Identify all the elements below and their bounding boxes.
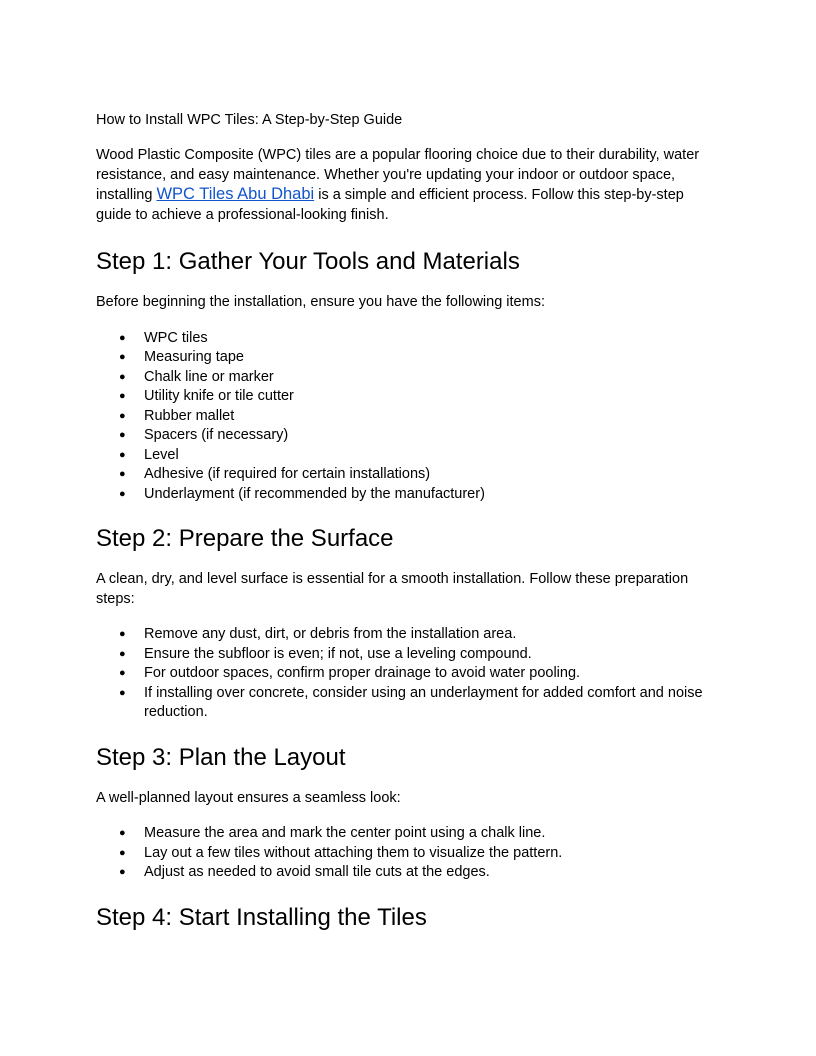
list-item	[119, 863, 720, 883]
bullet-icon: ●	[119, 409, 126, 422]
list-item-text: Spacers (if necessary)	[144, 427, 289, 443]
list-item-text: Lay out a few tiles without attaching them to visualize the pattern.	[144, 844, 563, 861]
bullet-icon: ●	[119, 370, 126, 383]
step-2-paragraph: A clean, dry, and level surface is essential for a smooth installation. Follow these preparation steps:	[96, 571, 689, 607]
list-item-text: If installing over concrete, consider using an underlayment for added comfort and noise reduction.	[144, 684, 703, 720]
intro-paragraph	[96, 146, 720, 225]
step-1-list	[96, 329, 720, 505]
document-title: How to Install WPC Tiles: A Step-by-Step Guide	[96, 112, 403, 128]
wpc-tiles-abu-dhabi-link[interactable]: WPC Tiles Abu Dhabi	[156, 185, 315, 203]
list-item-text: For outdoor spaces, confirm proper drainage to avoid water pooling.	[144, 665, 581, 681]
step-1-paragraph: Before beginning the installation, ensure you have the following items:	[96, 294, 545, 310]
bullet-icon: ●	[119, 667, 126, 679]
bullet-icon: ●	[119, 448, 126, 461]
intro-text-after-link: is a simple and efficient process. Follow this step-by-step guide to achieve a professional-looking finish.	[96, 187, 684, 223]
step-3-list	[96, 824, 720, 883]
intro-text-before-link: Wood Plastic Composite (WPC) tiles are a popular flooring choice due to their durability, water resistance, and easy maintenance. Whether you're updating your indoor or outdoor space, installing	[96, 147, 700, 203]
bullet-icon: ●	[119, 686, 126, 699]
list-item	[119, 645, 720, 665]
bullet-icon: ●	[119, 351, 126, 363]
step-3-heading: Step 3: Plan the Layout	[96, 743, 346, 771]
bullet-icon: ●	[119, 647, 126, 660]
list-item-text: Measure the area and mark the center point using a chalk line.	[144, 825, 546, 841]
list-item-text: Rubber mallet	[144, 407, 235, 424]
list-item	[119, 407, 720, 427]
list-item-text: Chalk line or marker	[144, 368, 274, 385]
bullet-icon: ●	[119, 429, 126, 441]
list-item	[119, 368, 720, 388]
list-item	[119, 426, 720, 446]
bullet-icon: ●	[119, 331, 126, 344]
bullet-icon: ●	[119, 846, 126, 859]
bullet-icon: ●	[119, 827, 126, 839]
list-item	[119, 844, 720, 864]
bullet-icon: ●	[119, 487, 126, 500]
bullet-icon: ●	[119, 866, 126, 878]
list-item	[119, 348, 720, 368]
list-item-text: Remove any dust, dirt, or debris from the installation area.	[144, 626, 517, 642]
list-item	[119, 329, 720, 349]
list-item-text: Measuring tape	[144, 349, 244, 365]
list-item-text: Utility knife or tile cutter	[144, 388, 294, 404]
list-item	[119, 387, 720, 407]
list-item-text: Adjust as needed to avoid small tile cuts at the edges.	[144, 864, 490, 880]
list-item	[119, 485, 720, 505]
step-2-heading: Step 2: Prepare the Surface	[96, 525, 394, 552]
list-item-text: Level	[144, 446, 179, 463]
bullet-icon: ●	[119, 390, 126, 402]
step-4-heading: Step 4: Start Installing the Tiles	[96, 903, 427, 931]
list-item	[119, 625, 720, 645]
list-item-text: Underlayment (if recommended by the manufacturer)	[144, 485, 485, 502]
list-item-text: Ensure the subfloor is even; if not, use a leveling compound.	[144, 645, 532, 662]
step-2-list	[96, 625, 720, 723]
list-item-text: Adhesive (if required for certain installations)	[144, 466, 431, 482]
list-item	[119, 446, 720, 466]
list-item	[119, 684, 720, 723]
list-item-text: WPC tiles	[144, 329, 208, 346]
bullet-icon: ●	[119, 468, 126, 480]
document-page	[96, 110, 720, 933]
bullet-icon: ●	[119, 628, 126, 640]
list-item	[119, 824, 720, 844]
step-1-heading: Step 1: Gather Your Tools and Materials	[96, 248, 520, 275]
list-item	[119, 465, 720, 485]
list-item	[119, 664, 720, 684]
step-3-paragraph: A well-planned layout ensures a seamless look:	[96, 789, 401, 806]
